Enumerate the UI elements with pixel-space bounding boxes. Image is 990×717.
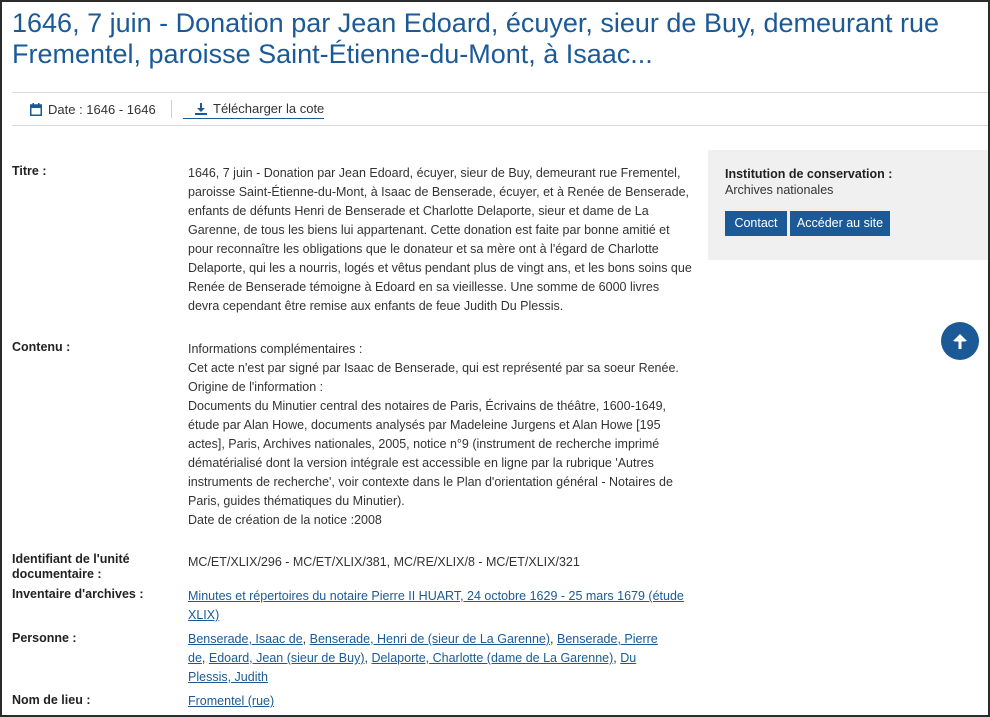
scroll-to-top-button[interactable] [941, 322, 979, 360]
contenu-value [188, 340, 693, 530]
arrow-up-icon [953, 334, 967, 349]
contenu-line: Origine de l'information : [188, 380, 324, 394]
person-link[interactable]: Edoard, Jean (sieur de Buy) [208, 651, 365, 665]
personne-value [188, 630, 673, 687]
toolbar [12, 92, 988, 126]
download-label: Télécharger la cote [213, 101, 325, 116]
person-link[interactable]: Benserade, Henri de (sieur de La Garenne) [309, 632, 551, 646]
person-separator: , [613, 651, 621, 665]
person-separator: , [550, 632, 557, 646]
person-separator: , [201, 651, 209, 665]
toolbar-divider [171, 100, 172, 118]
contenu-line: Documents du Minutier central des notaires de Paris, Écrivains de théâtre, 1600-1649, étude par Alan Howe, documents analysés par Madeleine Jurgens et Alan Howe [195 actes], Paris, Archives nationales, 2005, notice n°9 (instrument de recherche imprimé dématérialisé dont la version intégrale est accessible en ligne par la rubrique 'Autres instruments de recherche', voir contexte dans le Plan d'orientation général - Notaires de Paris, guides thématiques du Minutier). [188, 399, 673, 508]
contact-button[interactable]: Contact [725, 211, 787, 236]
visit-site-button[interactable]: Accéder au site [790, 211, 890, 236]
inventaire-value [188, 587, 693, 625]
identifiant-label: Identifiant de l'unité documentaire : [12, 552, 130, 581]
contenu-label: Contenu : [12, 340, 71, 354]
calendar-icon [30, 103, 42, 116]
contenu-line: Cet acte n'est par signé par Isaac de Benserade, qui est représenté par sa soeur Renée. [188, 361, 679, 375]
lieu-value [188, 692, 693, 711]
lieu-link[interactable]: Fromentel (rue) [188, 694, 275, 708]
person-link[interactable]: Benserade, Pierre de [188, 632, 658, 665]
person-separator: , [364, 651, 372, 665]
person-link[interactable]: Delaporte, Charlotte (dame de La Garenne) [371, 651, 614, 665]
inventaire-link[interactable]: Minutes et répertoires du notaire Pierre II HUART, 24 octobre 1629 - 25 mars 1679 (étude XLIX) [188, 589, 684, 622]
page-title: 1646, 7 juin - Donation par Jean Edoard, écuyer, sieur de Buy, demeurant rue Frementel, paroisse Saint-Étienne-du-Mont, à Isaac... [12, 8, 940, 69]
institution-name: Archives nationales [725, 183, 834, 197]
personne-label: Personne : [12, 631, 77, 645]
identifiant-value: MC/ET/XLIX/296 - MC/ET/XLIX/381, MC/RE/XLIX/8 - MC/ET/XLIX/321 [188, 555, 580, 569]
date-label: Date : 1646 - 1646 [48, 101, 156, 117]
contenu-line: Informations complémentaires : [188, 342, 363, 356]
person-separator: , [302, 632, 310, 646]
titre-value: 1646, 7 juin - Donation par Jean Edoard, écuyer, sieur de Buy, demeurant rue Frementel, paroisse Saint-Étienne-du-Mont, à Isaac de Benserade, écuyer, et à Renée de Benserade, enfants de défunts Henri de Benserade et Charlotte Delaporte, sieur et dame de La Garenne, de tous les biens lui appartenant. Cette donation est faite par bonne amitié et pour reconnaître les obligations que le donateur et sa mère ont à l'égard de Charlotte Delaporte, qui les a nourris, logés et vêtus pendant plus de vingt ans, et les bons soins que Renée de Benserade témoigne à Edoard en sa vieillesse. Une somme de 6000 livres devra cependant être remise aux enfants de feue Judith Du Plessis. [188, 166, 692, 313]
institution-label: Institution de conservation : [725, 167, 893, 181]
download-cote-link[interactable] [183, 100, 324, 119]
titre-label: Titre : [12, 164, 47, 178]
inventaire-label: Inventaire d'archives : [12, 587, 144, 601]
date-info [30, 100, 156, 118]
person-link[interactable]: Du Plessis, Judith [188, 651, 637, 684]
person-link[interactable]: Benserade, Isaac de [188, 632, 303, 646]
contenu-line: Date de création de la notice :2008 [188, 513, 382, 527]
download-icon [195, 103, 207, 115]
lieu-label: Nom de lieu : [12, 693, 91, 707]
institution-box [708, 150, 990, 260]
